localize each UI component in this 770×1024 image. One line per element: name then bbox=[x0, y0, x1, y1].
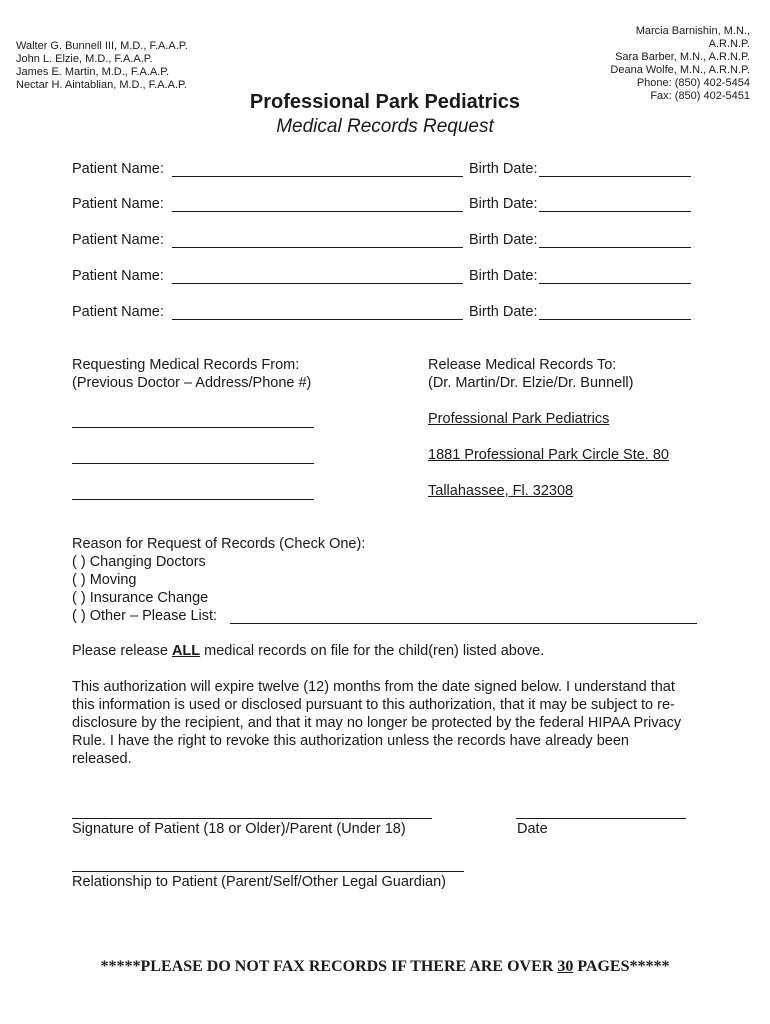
staff-line: Marcia Barnishin, M.N., bbox=[635, 25, 750, 37]
physician-name: John L. Elzie, M.D., F.A.A.P. bbox=[16, 53, 153, 65]
staff-line: A.R.N.P. bbox=[708, 38, 750, 50]
patient-name-field[interactable] bbox=[172, 211, 463, 212]
release-statement-prefix: Please release bbox=[72, 643, 172, 659]
release-statement-suffix: medical records on file for the child(ren) listed above. bbox=[200, 643, 545, 659]
patient-name-label: Patient Name: bbox=[72, 268, 164, 284]
phone-number: Phone: (850) 402-5454 bbox=[636, 77, 750, 89]
previous-address-field[interactable] bbox=[72, 463, 314, 464]
release-label: Release Medical Records To: bbox=[428, 357, 617, 373]
patient-name-field[interactable] bbox=[172, 283, 463, 284]
birth-date-label: Birth Date: bbox=[469, 232, 538, 248]
patient-name-label: Patient Name: bbox=[72, 196, 164, 212]
fax-warning bbox=[0, 958, 770, 976]
requesting-hint: (Previous Doctor – Address/Phone #) bbox=[72, 375, 312, 391]
form-subtitle: Medical Records Request bbox=[276, 116, 494, 137]
requesting-label: Requesting Medical Records From: bbox=[72, 357, 300, 373]
reason-option-other[interactable]: ( ) Other – Please List: bbox=[72, 608, 218, 624]
requesting-heading bbox=[72, 356, 311, 392]
reason-section bbox=[72, 535, 365, 625]
birth-date-label: Birth Date: bbox=[469, 268, 538, 284]
relationship-field[interactable] bbox=[72, 871, 464, 872]
authorization-text: This authorization will expire twelve (12) months from the date signed below. I understand that this information is used or disclosed pursuant to this authorization, that it may be subject to re-disclosure by the recipient, and that it may no longer be protected by the federal HIPAA Privacy Rule. I have the right to revoke this authorization unless the records have already been released. bbox=[72, 679, 682, 767]
other-reason-field[interactable] bbox=[230, 623, 697, 624]
fax-warning-suffix: PAGES***** bbox=[573, 958, 670, 975]
birth-date-field[interactable] bbox=[539, 283, 691, 284]
birth-date-label: Birth Date: bbox=[469, 161, 538, 177]
birth-date-label: Birth Date: bbox=[469, 304, 538, 320]
patient-name-label: Patient Name: bbox=[72, 161, 164, 177]
signature-field[interactable] bbox=[72, 818, 432, 819]
reason-option-moving[interactable]: ( ) Moving bbox=[72, 572, 137, 588]
patient-name-label: Patient Name: bbox=[72, 304, 164, 320]
release-practice-name: Professional Park Pediatrics bbox=[428, 411, 610, 427]
fax-number: Fax: (850) 402-5451 bbox=[650, 90, 750, 102]
release-emphasis: ALL bbox=[171, 643, 201, 659]
physician-name: James E. Martin, M.D., F.A.A.P. bbox=[16, 66, 170, 78]
birth-date-field[interactable] bbox=[539, 176, 691, 177]
physician-list bbox=[16, 40, 188, 92]
date-label: Date bbox=[517, 821, 548, 837]
release-hint: (Dr. Martin/Dr. Elzie/Dr. Bunnell) bbox=[428, 375, 634, 391]
patient-name-field[interactable] bbox=[172, 319, 463, 320]
physician-name: Walter G. Bunnell III, M.D., F.A.A.P. bbox=[16, 40, 188, 52]
release-heading bbox=[428, 356, 633, 392]
staff-line: Sara Barber, M.N., A.R.N.P. bbox=[615, 51, 750, 63]
patient-name-label: Patient Name: bbox=[72, 232, 164, 248]
previous-phone-field[interactable] bbox=[72, 499, 314, 500]
birth-date-field[interactable] bbox=[539, 211, 691, 212]
fax-warning-prefix: *****PLEASE DO NOT FAX RECORDS IF THERE ARE OVER bbox=[100, 958, 558, 975]
reason-heading: Reason for Request of Records (Check One): bbox=[72, 536, 366, 552]
signature-label: Signature of Patient (18 or Older)/Parent (Under 18) bbox=[72, 821, 406, 837]
reason-option-changing-doctors[interactable]: ( ) Changing Doctors bbox=[72, 554, 206, 570]
release-address: 1881 Professional Park Circle Ste. 80 bbox=[428, 447, 669, 463]
relationship-label: Relationship to Patient (Parent/Self/Other Legal Guardian) bbox=[72, 874, 446, 890]
practice-title: Professional Park Pediatrics bbox=[249, 91, 521, 113]
page-limit-number: 30 bbox=[557, 958, 574, 975]
previous-doctor-field[interactable] bbox=[72, 427, 314, 428]
birth-date-field[interactable] bbox=[539, 319, 691, 320]
birth-date-label: Birth Date: bbox=[469, 196, 538, 212]
reason-option-insurance-change[interactable]: ( ) Insurance Change bbox=[72, 590, 209, 606]
patient-name-field[interactable] bbox=[172, 247, 463, 248]
date-field[interactable] bbox=[516, 818, 686, 819]
patient-name-field[interactable] bbox=[172, 176, 463, 177]
release-city: Tallahassee, Fl. 32308 bbox=[428, 483, 574, 499]
release-statement bbox=[72, 642, 692, 660]
staff-line: Deana Wolfe, M.N., A.R.N.P. bbox=[610, 64, 750, 76]
birth-date-field[interactable] bbox=[539, 247, 691, 248]
physician-name: Nectar H. Aintablian, M.D., F.A.A.P. bbox=[16, 79, 187, 91]
